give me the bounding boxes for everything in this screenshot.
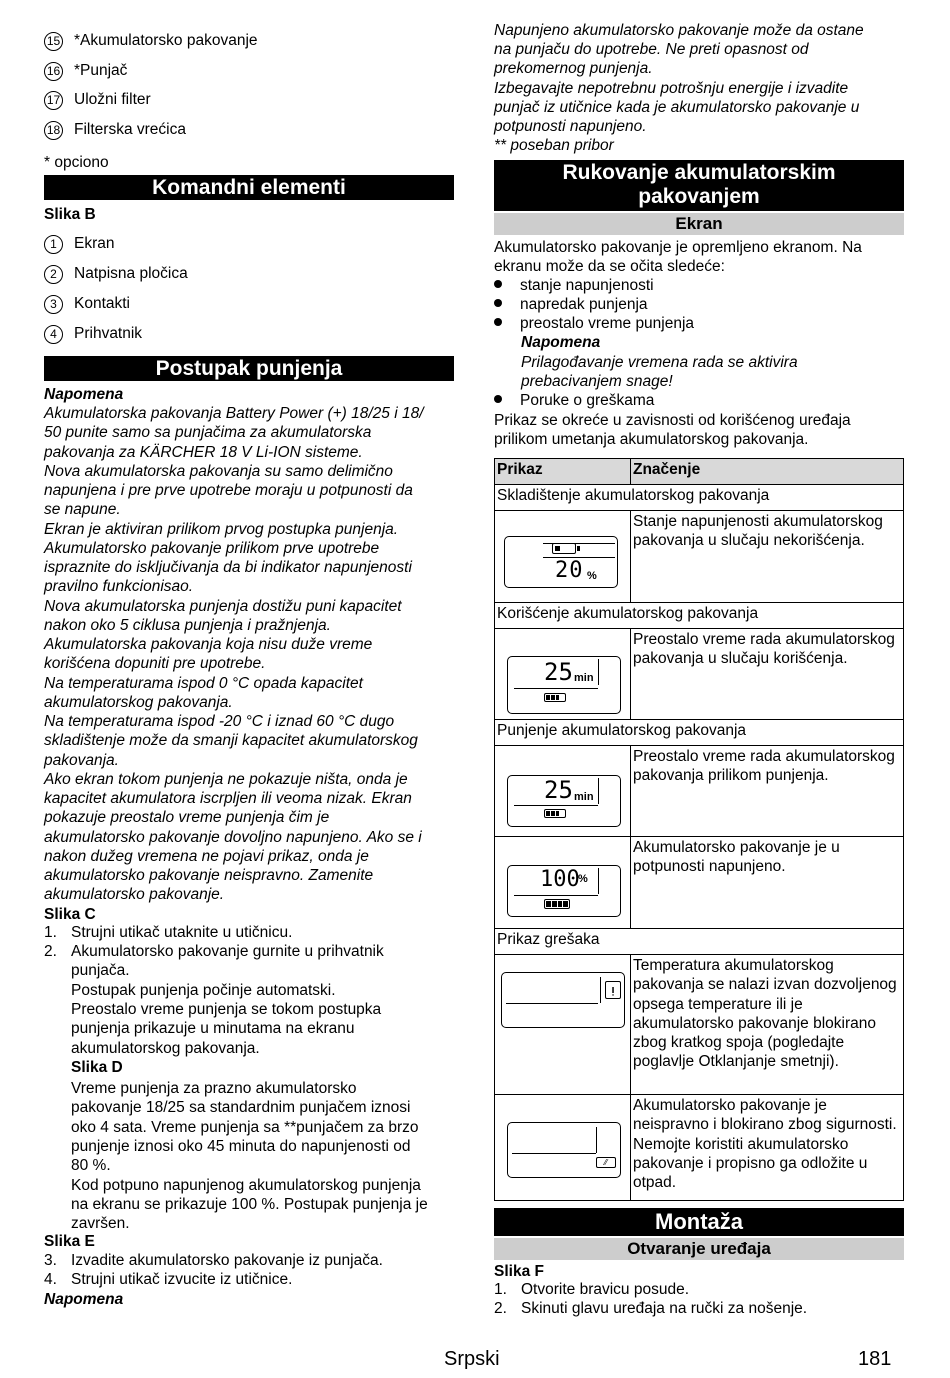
text-line: završen. xyxy=(71,1215,130,1233)
list-item xyxy=(44,324,142,344)
display-unit: min xyxy=(574,672,594,684)
table-cell-meaning: Stanje napunjenosti akumulatorskog pakovanja u slučaju nekorišćenja. xyxy=(631,511,904,603)
optional-note: * opciono xyxy=(44,154,109,171)
table-header: Značenje xyxy=(631,459,904,485)
paragraph-line: Prikaz se okreće u zavisnosti od korišćenog uređaja xyxy=(494,412,851,429)
thermometer-error-icon: ᴉ xyxy=(605,981,621,999)
display-unit: min xyxy=(574,791,594,803)
battery-icon xyxy=(544,899,570,909)
display-value: 25 xyxy=(544,776,573,804)
table-cell-meaning: Preostalo vreme rada akumulatorskog pakovanja prilikom punjenja. xyxy=(631,746,904,837)
text-line: punjenje iznosi oko 45 minuta do napunjenosti od xyxy=(71,1137,411,1155)
table-cell-meaning: Preostalo vreme rada akumulatorskog pakovanja u slučaju korišćenja. xyxy=(631,629,904,720)
list-item-text: *Punjač xyxy=(74,62,128,79)
text-line: 80 %. xyxy=(71,1157,111,1175)
step-number: 2. xyxy=(494,1300,507,1317)
step-text: Otvorite bravicu posude. xyxy=(521,1281,690,1298)
list-item xyxy=(44,264,188,284)
text-line: na punjaču do upotrebe. Ne preti opasnost od xyxy=(494,41,809,59)
battery-icon xyxy=(552,543,576,554)
text-line: napunjena i pre prve upotrebe moraju u potpunosti da xyxy=(44,482,413,499)
battery-display-usage xyxy=(507,656,621,714)
text-line: kapacitet akumulatora iscrpljen ili veoma nizak. Ekran xyxy=(44,790,412,807)
text-line: Nova akumulatorska punjenja dostižu puni kapacitet xyxy=(44,597,402,615)
text-line: nakon dužeg vremena ne pojavi prikaz, onda je xyxy=(44,847,369,865)
figure-label: Slika B xyxy=(44,206,96,223)
text-line: akumulatorskog pakovanja. xyxy=(44,693,233,711)
list-item-text: Ekran xyxy=(74,235,115,252)
text-line: pakovanja. xyxy=(44,751,119,769)
list-item-text: *Akumulatorsko pakovanje xyxy=(74,32,258,49)
battery-display-error-defect xyxy=(507,1122,621,1178)
battery-display-full xyxy=(507,865,621,917)
list-item xyxy=(44,90,151,110)
section-heading-handling xyxy=(494,160,904,211)
text-line: nakon oko 5 ciklusa punjenja i pražnjenja. xyxy=(44,616,331,634)
text-line: Na temperaturama ispod -20 °C i iznad 60 °C dugo xyxy=(44,713,395,730)
display-unit: % xyxy=(578,873,588,885)
bullet-item: Poruke o greškama xyxy=(494,391,654,410)
paragraph-line: Akumulatorsko pakovanje je opremljeno ekranom. Na xyxy=(494,239,862,256)
text-line: korišćena dopuniti pre upotrebe. xyxy=(44,655,266,673)
text-line: Akumulatorska pakovanja koja nisu duže vreme xyxy=(44,636,373,653)
list-item-text: Filterska vrećica xyxy=(74,121,186,138)
table-section-row: Korišćenje akumulatorskog pakovanja xyxy=(495,603,904,629)
list-item-text: Uložni filter xyxy=(74,91,151,108)
text-line: pokazuje preostalo vreme punjenja čim je xyxy=(44,809,330,827)
step-item xyxy=(44,924,292,942)
item-number-badge: 16 xyxy=(44,62,63,81)
step-text: Izvadite akumulatorsko pakovanje iz punjača. xyxy=(71,1252,383,1269)
step-text: Preostalo vreme punjenja se tokom postupka xyxy=(71,1001,382,1018)
note-text: Prilagođavanje vremena rada se aktivira xyxy=(521,354,798,371)
display-meaning-table xyxy=(494,458,904,1201)
table-cell-meaning: Akumulatorsko pakovanje je u potpunosti napunjeno. xyxy=(631,837,904,929)
text-line: potpunosti napunjeno. xyxy=(494,118,647,135)
list-item xyxy=(44,120,186,140)
table-cell-meaning: Akumulatorsko pakovanje je neispravno i blokirano zbog sigurnosti. Nemojte koristiti akumulatorsko pakovanje i propisno ga odložite u otpad. xyxy=(631,1095,904,1201)
bullet-item: napredak punjenja xyxy=(494,295,648,314)
text-line: pravilno funkcionisao. xyxy=(44,578,194,596)
table-section-row: Punjenje akumulatorskog pakovanja xyxy=(495,720,904,746)
text-line: na ekranu se prikazuje 100 %. Postupak punjenja je xyxy=(71,1195,428,1213)
step-number: 3. xyxy=(44,1252,57,1269)
footer-page-number: 181 xyxy=(858,1348,892,1370)
section-heading-assembly: Montaža xyxy=(494,1208,904,1236)
list-item-text: Natpisna pločica xyxy=(74,265,188,282)
item-number-badge: 3 xyxy=(44,295,63,314)
step-item xyxy=(44,943,384,961)
note-label: Napomena xyxy=(44,386,124,403)
text-line: pakovanja za KÄRCHER 18 V Li-ION sisteme. xyxy=(44,443,363,461)
step-number: 4. xyxy=(44,1271,57,1288)
step-item xyxy=(494,1281,689,1299)
item-number-badge: 2 xyxy=(44,265,63,284)
table-cell-display xyxy=(495,746,631,837)
step-item xyxy=(44,1252,383,1270)
text-line: prekomernog punjenja. xyxy=(494,60,653,78)
heading-line: Rukovanje akumulatorskim xyxy=(562,161,836,184)
figure-label: Slika D xyxy=(71,1059,123,1076)
item-number-badge: 17 xyxy=(44,91,63,110)
text-line: Izbegavajte nepotrebnu potrošnju energije i izvadite xyxy=(494,79,849,97)
step-text: punjenja prikazuje u minutama na ekranu xyxy=(71,1020,355,1037)
text-line: se napune. xyxy=(44,501,121,519)
step-text: Postupak punjenja počinje automatski. xyxy=(71,982,336,999)
step-text: punjača. xyxy=(71,962,130,979)
text-line: akumulatorsko pakovanje. xyxy=(44,886,225,904)
text-line: pakovanje 18/25 sa standardnim punjačem iznosi xyxy=(71,1099,411,1117)
table-cell-display xyxy=(495,1095,631,1201)
item-number-badge: 4 xyxy=(44,325,63,344)
battery-display-charging xyxy=(507,775,621,827)
figure-label: Slika F xyxy=(494,1263,544,1280)
text-line: akumulatorsko pakovanje dovoljno napunjeno. Ako se i xyxy=(44,828,422,846)
step-text: akumulatorskog pakovanja. xyxy=(71,1040,260,1057)
bullet-item: stanje napunjenosti xyxy=(494,276,654,295)
text-line: Ekran je aktiviran prilikom prvog postupka punjenja. xyxy=(44,520,399,538)
text-line: ispraznite do isključivanja da bi indikator napunjenosti xyxy=(44,559,412,576)
text-line: Akumulatorsko pakovanje prilikom prve upotrebe xyxy=(44,539,380,557)
text-line: skladištenje može da smanji kapacitet akumulatorskog xyxy=(44,732,418,750)
text-line: Napunjeno akumulatorsko pakovanje može da ostane xyxy=(494,22,864,39)
note-text: prebacivanjem snage! xyxy=(521,373,673,390)
list-item xyxy=(44,31,258,51)
battery-icon xyxy=(544,693,566,702)
table-cell-meaning: Temperatura akumulatorskog pakovanja se nalazi izvan dozvoljenog opsega temperature ili je akumulatorsko pakovanje blokirano zbog kratkog spoja (pogledajte poglavlje Otklanjanje smetnji). xyxy=(631,955,904,1095)
footer-language: Srpski xyxy=(444,1348,500,1370)
step-number: 1. xyxy=(44,924,57,941)
display-unit: % xyxy=(587,570,597,582)
subheading-open-device: Otvaranje uređaja xyxy=(494,1238,904,1260)
step-text: Strujni utikač utaknite u utičnicu. xyxy=(71,924,293,941)
battery-defect-icon: ⁄⁄ xyxy=(596,1157,616,1168)
table-cell-display xyxy=(495,837,631,929)
list-item xyxy=(44,234,115,254)
battery-display-error-temperature xyxy=(501,972,625,1028)
bullet-item: preostalo vreme punjenja xyxy=(494,314,694,333)
figure-label: Slika E xyxy=(44,1233,95,1250)
text-line: Ako ekran tokom punjenja ne pokazuje ništa, onda je xyxy=(44,770,408,788)
list-item-text: Prihvatnik xyxy=(74,325,143,342)
text-line: punjač iz utičnice kada je akumulatorsko pakovanje u xyxy=(494,98,860,116)
note-label: Napomena xyxy=(521,334,601,351)
step-item xyxy=(494,1300,807,1318)
battery-display-storage xyxy=(504,536,618,588)
section-heading-controls: Komandni elementi xyxy=(44,175,454,200)
heading-line: pakovanjem xyxy=(638,185,760,208)
table-header: Prikaz xyxy=(495,459,631,485)
table-cell-display xyxy=(495,629,631,720)
step-item xyxy=(44,1271,292,1289)
item-number-badge: 15 xyxy=(44,32,63,51)
list-item-text: Kontakti xyxy=(74,295,131,312)
text-line: 50 punite samo sa punjačima za akumulatorska xyxy=(44,424,372,442)
text-line: akumulatorsko pakovanje neispravno. Zamenite xyxy=(44,867,374,884)
table-cell-display xyxy=(495,511,631,603)
item-number-badge: 18 xyxy=(44,121,63,140)
list-item xyxy=(44,294,130,314)
display-value: 20 xyxy=(555,558,584,583)
text-line: Akumulatorska pakovanja Battery Power (+) 18/25 i 18/ xyxy=(44,405,424,422)
text-line: Nova akumulatorska pakovanja su samo delimično xyxy=(44,462,393,480)
step-number: 2. xyxy=(44,943,57,960)
battery-icon xyxy=(544,809,566,818)
table-section-row: Skladištenje akumulatorskog pakovanja xyxy=(495,485,904,511)
figure-label: Slika C xyxy=(44,906,96,923)
step-text: Akumulatorsko pakovanje gurnite u prihvatnik xyxy=(71,943,384,960)
display-value: 100 xyxy=(540,867,580,892)
step-text: Skinuti glavu uređaja na ručki za nošenje. xyxy=(521,1300,808,1317)
display-value: 25 xyxy=(544,658,573,686)
step-number: 1. xyxy=(494,1281,507,1298)
item-number-badge: 1 xyxy=(44,235,63,254)
table-cell-display xyxy=(495,955,631,1095)
paragraph-line: prilikom umetanja akumulatorskog pakovanja. xyxy=(494,431,809,448)
list-item xyxy=(44,61,127,81)
text-line: oko 4 sata. Vreme punjenja sa **punjačem za brzo xyxy=(71,1118,419,1136)
text-line: ** poseban pribor xyxy=(494,137,614,155)
section-heading-charging: Postupak punjenja xyxy=(44,356,454,381)
text-line: Na temperaturama ispod 0 °C opada kapacitet xyxy=(44,674,363,692)
text-line: Kod potpuno napunjenog akumulatorskog punjenja xyxy=(71,1176,421,1194)
paragraph-line: ekranu može da se očita sledeće: xyxy=(494,258,725,275)
subheading-display: Ekran xyxy=(494,213,904,235)
step-text: Strujni utikač izvucite iz utičnice. xyxy=(71,1271,293,1288)
note-label: Napomena xyxy=(44,1291,124,1308)
table-section-row: Prikaz grešaka xyxy=(495,929,904,955)
text-line: Vreme punjenja za prazno akumulatorsko xyxy=(71,1080,357,1097)
